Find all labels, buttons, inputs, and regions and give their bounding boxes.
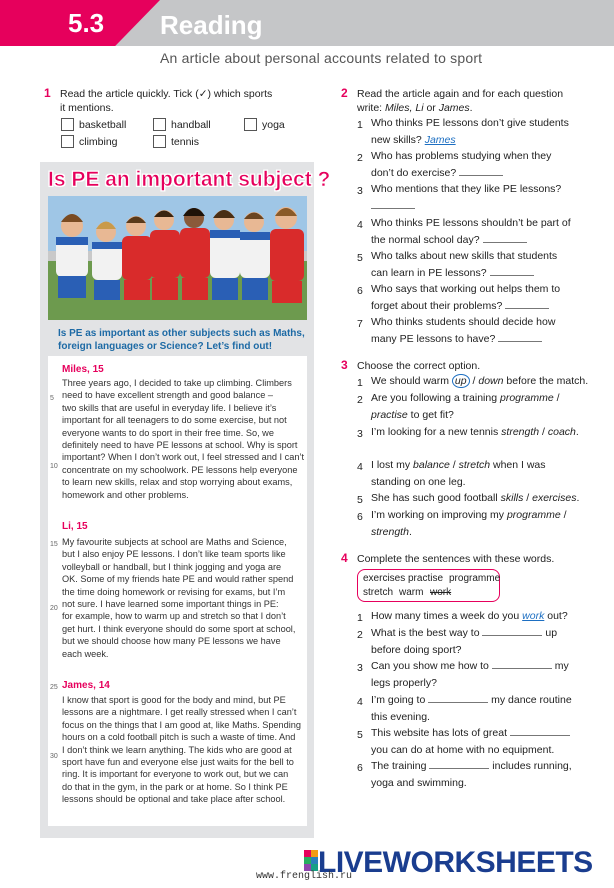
option-b[interactable]: practise [371, 408, 408, 421]
item-text: legs properly? [371, 676, 437, 689]
item-text: don’t do exercise? [371, 166, 457, 179]
option-a[interactable]: skills [500, 492, 524, 504]
ex3-item-1 [371, 373, 607, 390]
ex3-item-5 [371, 490, 607, 507]
text-line: homework and other problems. [62, 489, 189, 500]
item-text: my dance routine [488, 694, 572, 706]
word-work-used: work [430, 587, 452, 598]
ex3-item-number: 4 [357, 461, 363, 473]
page-subtitle: An article about personal accounts related to sport [160, 50, 483, 66]
text-line: My favourite subjects at school are Maths and Science, [62, 537, 287, 547]
item-text: includes running, [489, 760, 572, 772]
ex4-number: 4 [341, 551, 348, 565]
item-text: I lost my [371, 459, 414, 471]
text-line: Three years ago, I decided to take up climbing. Climbers [62, 378, 292, 388]
speaker-miles: Miles, 15 [62, 364, 104, 375]
item-text: What is the best way to [371, 627, 483, 639]
ex3-item-number: 3 [357, 428, 363, 440]
text-line: I don’t think we learn anything. The kids who are good at [62, 744, 292, 755]
item-text: Who thinks PE lessons shouldn’t be part of [371, 217, 571, 229]
speaker-li: Li, 15 [62, 521, 88, 532]
item-text: . [575, 426, 579, 438]
item-text: up [542, 627, 558, 639]
ex2-item-7 [371, 314, 591, 347]
option-a[interactable]: programme [506, 509, 561, 521]
item-text: . [576, 492, 580, 504]
ex3-item-number: 6 [357, 511, 363, 523]
paragraph-james [62, 694, 306, 806]
text-line: do that in the gym, in the park or at home. So I think PE [62, 781, 288, 792]
ex3-item-6 [371, 507, 591, 540]
item-text: . [408, 525, 412, 538]
item-text: We should warm [371, 375, 452, 387]
option-b[interactable]: stretch [458, 459, 491, 471]
ex3-item-number: 1 [357, 377, 363, 389]
answer-blank[interactable] [492, 659, 552, 669]
option-a[interactable]: strength [501, 426, 540, 438]
ex3-number: 3 [341, 358, 348, 372]
item-text: before doing sport? [371, 643, 462, 656]
ex4-item-number: 3 [357, 662, 363, 674]
item-text: The training [371, 760, 430, 772]
item-text: Who talks about new skills that students [371, 250, 558, 262]
text-line: the time doing homework or revising for exams, but I’m [62, 586, 286, 597]
option-sep: / [449, 459, 459, 471]
answer-blank[interactable] [371, 199, 415, 209]
item-text: Who thinks PE lessons don’t give students [371, 117, 569, 129]
checkbox-yoga[interactable] [244, 118, 257, 131]
ex3-item-number: 2 [357, 394, 363, 406]
ex4-item-1 [371, 608, 607, 625]
ex4-item-number: 6 [357, 762, 363, 774]
page-title: Reading [160, 10, 263, 40]
ex2-item-number: 2 [357, 152, 363, 164]
option-basketball: basketball [79, 119, 127, 131]
item-text: Who says that working out helps them to [371, 283, 561, 295]
ex2-item-1 [371, 115, 591, 148]
text-line: OK. Some of my friends hate PE and would rather spend [62, 574, 294, 585]
ex2-item-2 [371, 148, 591, 181]
line-number: 10 [50, 463, 58, 470]
item-text: my [551, 660, 569, 672]
paragraph-miles [62, 377, 306, 501]
item-text: many PE lessons to have? [371, 332, 496, 345]
liveworksheets-logo-icon [304, 850, 318, 871]
text-line: important? When I don’t work out, I feel stressed and I can’t [62, 452, 305, 463]
item-text: Are you following a training [371, 392, 500, 404]
ex2-item-6 [371, 281, 591, 314]
answer-blank[interactable] [459, 166, 503, 176]
paragraph-li [62, 536, 306, 660]
text-line: important for all teenagers to do some exercise, but not [62, 415, 287, 426]
ex2-item-3 [371, 181, 591, 214]
instr-names: Miles, Li [385, 102, 424, 114]
option-b[interactable]: exercises [532, 492, 577, 504]
word-stretch: stretch [363, 587, 394, 598]
item-text: She has such good football [371, 492, 501, 504]
item-text: before the match. [503, 375, 589, 387]
option-climbing: climbing [79, 136, 118, 148]
ex3-item-2 [371, 390, 591, 423]
ex1-instruction-1: Read the article quickly. Tick (✓) which sports [60, 88, 273, 100]
item-text: Who has problems studying when they [371, 150, 552, 162]
text-line: but I also enjoy PE lessons. I don’t like team sports like [62, 549, 286, 560]
ex2-item-number: 5 [357, 252, 363, 264]
ex2-instruction-2 [357, 101, 473, 115]
ex1-number: 1 [44, 86, 51, 100]
option-sep: / [560, 509, 567, 521]
item-text: This website has lots of great [371, 727, 510, 739]
answer-blank[interactable] [483, 233, 527, 243]
option-sep: / [539, 426, 548, 438]
intro-line-1: Is PE as important as other subjects such as Maths, [58, 328, 305, 339]
instr-names: James [438, 102, 470, 114]
text-line: need to have excellent strength and good balance – [62, 390, 273, 401]
option-tennis: tennis [171, 136, 200, 148]
text-line: not sure. I have learned some important things in PE: [62, 599, 279, 610]
ex4-item-3 [371, 658, 607, 691]
ex1-instruction-2: it mentions. [60, 102, 114, 114]
ex2-item-number: 7 [357, 318, 363, 330]
answer-blank[interactable] [428, 693, 488, 703]
text-line: lessons are a nightmare. I get really stressed when I can’t [62, 707, 297, 718]
text-line: to learn new skills, relax and stop worrying about exams, [62, 477, 293, 488]
line-number: 25 [50, 684, 58, 691]
option-b[interactable]: coach [547, 426, 576, 438]
ex4-instruction: Complete the sentences with these words. [357, 553, 555, 565]
ex4-item-number: 2 [357, 629, 363, 641]
ex2-item-number: 4 [357, 219, 363, 231]
answer-blank[interactable] [482, 626, 542, 636]
text-line: volleyball or handball, but I think jogging and yoga are [62, 561, 282, 572]
ex4-item-6 [371, 758, 607, 791]
article-title: Is PE an important subject ? [48, 168, 331, 191]
item-text: forget about their problems? [371, 299, 503, 312]
text-line: hours on a cold football pitch is such a waste of time. And [62, 732, 296, 743]
ex4-item-5 [371, 725, 607, 758]
ex4-item-2 [371, 625, 607, 658]
ex3-instruction: Choose the correct option. [357, 360, 481, 372]
option-sep: / [469, 375, 479, 387]
text-line: definitely need to have PE lessons at school. Why is sport [62, 440, 298, 451]
text-line: concentrate on my schoolwork. PE lessons help everyone [62, 464, 298, 475]
text-line: focus on the things that I am good at, like Maths. Spending [62, 719, 302, 730]
instr-text: or [423, 102, 439, 114]
item-text: I’m looking for a new tennis [371, 426, 502, 438]
item-text: Can you show me how to [371, 660, 492, 672]
ex3-item-3 [371, 424, 591, 441]
text-line: everyone wants to do sport in their free time. So, we [62, 427, 274, 438]
ex2-number: 2 [341, 86, 348, 100]
line-number: 5 [50, 395, 54, 402]
option-b[interactable]: strength [371, 525, 409, 538]
text-line: two skills that are useful in everyday life. I believe it’s [62, 402, 277, 413]
ex4-item-number: 5 [357, 729, 363, 741]
word-programme: programme [449, 573, 501, 584]
ex4-item-number: 4 [357, 696, 363, 708]
option-sep: / [553, 392, 560, 404]
text-line: I know that sport is good for the body and mind, but PE [62, 695, 286, 705]
option-b[interactable]: down [478, 375, 504, 387]
unit-number: 5.3 [68, 8, 105, 38]
ex2-item-5 [371, 248, 591, 281]
ex2-item-number: 3 [357, 185, 363, 197]
checkbox-basketball[interactable] [61, 118, 74, 131]
item-text: when I was standing on one leg. [371, 459, 546, 488]
text-line: but we should choose how many PE lessons we have [62, 636, 281, 647]
line-number: 20 [50, 605, 58, 612]
instr-text: write: [357, 102, 386, 114]
option-a[interactable]: balance [413, 459, 450, 471]
footer-url[interactable]: www.frenglish.ru [256, 871, 353, 882]
option-handball: handball [171, 119, 211, 131]
option-yoga: yoga [262, 119, 285, 131]
word-exercises: exercises [363, 573, 406, 584]
students-photo [48, 196, 307, 320]
item-text: you can do at home with no equipment. [371, 743, 555, 756]
item-text: I’m working on improving my [371, 509, 507, 521]
option-sep: / [523, 492, 533, 504]
word-warm: warm [399, 587, 424, 598]
answer-work[interactable]: work [522, 610, 545, 622]
text-line: lessons should be optional and take place after school. [62, 794, 286, 805]
text-line: for example, how to warm up and stretch so that I don’t [62, 611, 286, 622]
item-text: out? [544, 610, 568, 622]
line-number: 15 [50, 541, 58, 548]
item-text: I’m going to [371, 694, 429, 706]
text-line: ring. It is important for everyone to work out, but we can [62, 769, 289, 780]
option-selected[interactable] [452, 374, 470, 388]
option-a: up [454, 375, 467, 387]
ex2-item-number: 6 [357, 285, 363, 297]
liveworksheets-logo[interactable]: LIVEWORKSHEETS [318, 846, 593, 879]
item-text: new skills? [371, 133, 422, 146]
item-text: the normal school day? [371, 233, 480, 246]
checkbox-tennis[interactable] [153, 135, 166, 148]
text-line: get hurt. I think everyone should do some sport at school, [62, 623, 296, 634]
answer-james[interactable]: James [424, 133, 456, 146]
ex2-instruction-1: Read the article again and for each question [357, 88, 564, 100]
ex4-item-number: 1 [357, 612, 363, 624]
text-line: each week. [62, 648, 109, 659]
checkbox-climbing[interactable] [61, 135, 74, 148]
item-text: this evening. [371, 710, 430, 723]
line-number: 30 [50, 753, 58, 760]
checkbox-handball[interactable] [153, 118, 166, 131]
instr-text: . [469, 102, 473, 114]
intro-line-2: foreign languages or Science? Let’s find out! [58, 341, 273, 352]
speaker-james: James, 14 [62, 680, 110, 691]
item-text: Who mentions that they like PE lessons? [371, 183, 562, 195]
answer-blank[interactable] [429, 759, 489, 769]
ex4-item-4 [371, 692, 607, 725]
article-intro [58, 327, 308, 353]
ex3-item-number: 5 [357, 494, 363, 506]
ex3-item-4 [371, 457, 571, 490]
ex2-item-number: 1 [357, 119, 363, 131]
answer-blank[interactable] [510, 726, 570, 736]
answer-blank[interactable] [498, 332, 542, 342]
item-text: Who thinks students should decide how [371, 316, 556, 328]
option-a[interactable]: programme [500, 392, 554, 404]
item-text: can learn in PE lessons? [371, 266, 487, 279]
text-line: sport have fun and everyone else just waits for the bell to [62, 757, 294, 768]
item-text: to get fit? [407, 408, 454, 421]
ex2-item-4 [371, 215, 591, 248]
word-practise: practise [408, 573, 444, 584]
item-text: How many times a week do you [371, 610, 523, 622]
answer-blank[interactable] [490, 266, 534, 276]
answer-blank[interactable] [505, 299, 549, 309]
item-text: yoga and swimming. [371, 776, 467, 789]
